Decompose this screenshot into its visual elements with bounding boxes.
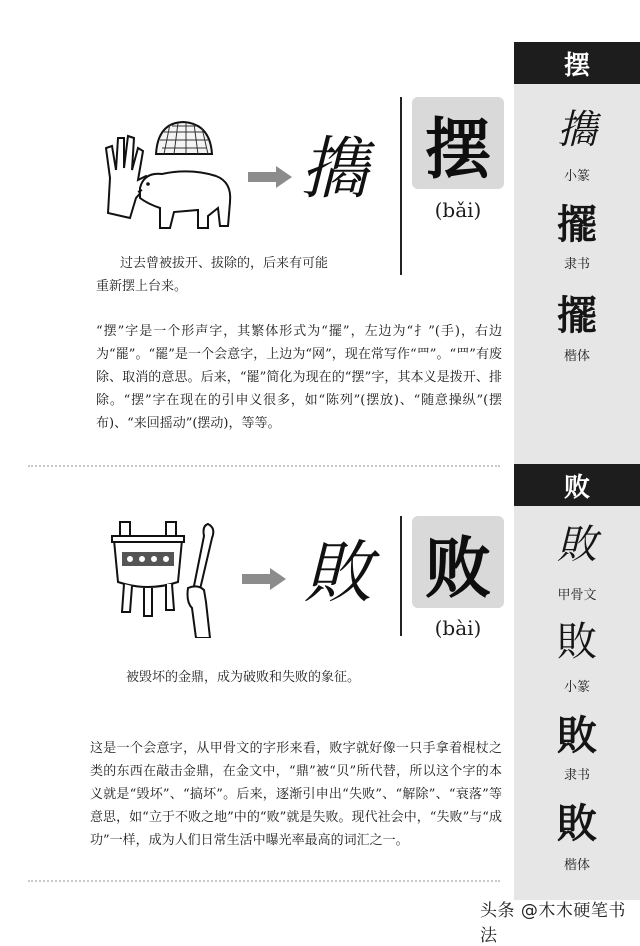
sidebar-label-lishu: 隶书 xyxy=(563,257,590,272)
section-divider-2 xyxy=(28,880,500,882)
sidebar-label-kaiti: 楷体 xyxy=(563,349,590,364)
section-divider xyxy=(28,465,500,467)
pinyin-label: (bǎi) xyxy=(434,198,482,222)
sidebar-header-bai3: 摆 xyxy=(514,42,640,84)
hand-basket-bear-illustration xyxy=(100,118,240,238)
main-character-box-2 xyxy=(412,516,504,608)
illustration-caption-2: 被毁坏的金鼎，成为破败和失败的象征。 xyxy=(126,670,361,685)
sidebar-regular-glyph: 擺 xyxy=(557,292,597,339)
main-character-box xyxy=(412,97,504,189)
divider-line xyxy=(400,97,402,275)
illustration-caption-line1: 过去曾被拔开、拔除的，后来有可能 xyxy=(120,256,329,271)
sidebar-label-xiaozhuan: 小篆 xyxy=(563,169,590,184)
sidebar-label-lishu-2: 隶书 xyxy=(563,768,590,783)
divider-line-2 xyxy=(400,516,402,636)
sidebar-clerical-glyph: 擺 xyxy=(557,201,597,248)
illustration-caption-line2: 重新摆上台来。 xyxy=(96,279,188,294)
arrow-right-icon xyxy=(248,166,292,188)
ding-and-stick-illustration xyxy=(108,518,228,638)
watermark: 头条 @木木硬笔书法 xyxy=(480,901,626,946)
main-character-2: 败 xyxy=(425,528,491,607)
arrow-right-icon-2 xyxy=(242,568,286,590)
explanation-paragraph: “摆”字是一个形声字，其繁体形式为“擺”，左边为“扌”(手)，右边为“罷”。“罷”是一个会意字，上边为“网”，现在常写作“罒”。“罒”有废除、取消的意思。后来，“罷”简化为现在的“摆”字，其本义是拨开、排除。“摆”字在现在的引申义很多，如“陈列”(摆放)、“随意操纵”(摆布)、“来回摇动”(摆动)，等等。 xyxy=(96,324,502,431)
sidebar-label-kaiti-2: 楷体 xyxy=(563,858,590,873)
sidebar-label-jiaguwen: 甲骨文 xyxy=(557,588,597,603)
sidebar-seal-glyph: 㩦 xyxy=(557,107,597,153)
seal-script-glyph: 㩦 xyxy=(300,130,369,209)
sidebar-regular-glyph-2: 敗 xyxy=(557,800,597,847)
explanation-paragraph-2: 这是一个会意字，从甲骨文的字形来看，败字就好像一只手拿着棍杖之类的东西在敲击金鼎，在金文中，“鼎”被“贝”所代替，所以这个字的本义就是“毁坏”、“搞坏”。后来，逐渐引申出“失败”、“解除”、“衰落”等意思，如“立于不败之地”中的“败”就是失败。现代社会中，“失败”与“成功”一样，成为人们日常生活中曝光率最高的词汇之一。 xyxy=(90,741,502,848)
sidebar-seal-glyph-2: 敗 xyxy=(557,619,597,665)
main-character: 摆 xyxy=(425,109,491,188)
sidebar-label-xiaozhuan-2: 小篆 xyxy=(563,680,590,695)
oracle-bone-glyph: 敗 xyxy=(304,534,373,613)
sidebar-header-bai4: 败 xyxy=(514,464,640,506)
sidebar-clerical-glyph-2: 敗 xyxy=(557,712,597,759)
sidebar-oracle-glyph: 敗 xyxy=(557,522,597,568)
pinyin-label-2: (bài) xyxy=(434,616,482,640)
